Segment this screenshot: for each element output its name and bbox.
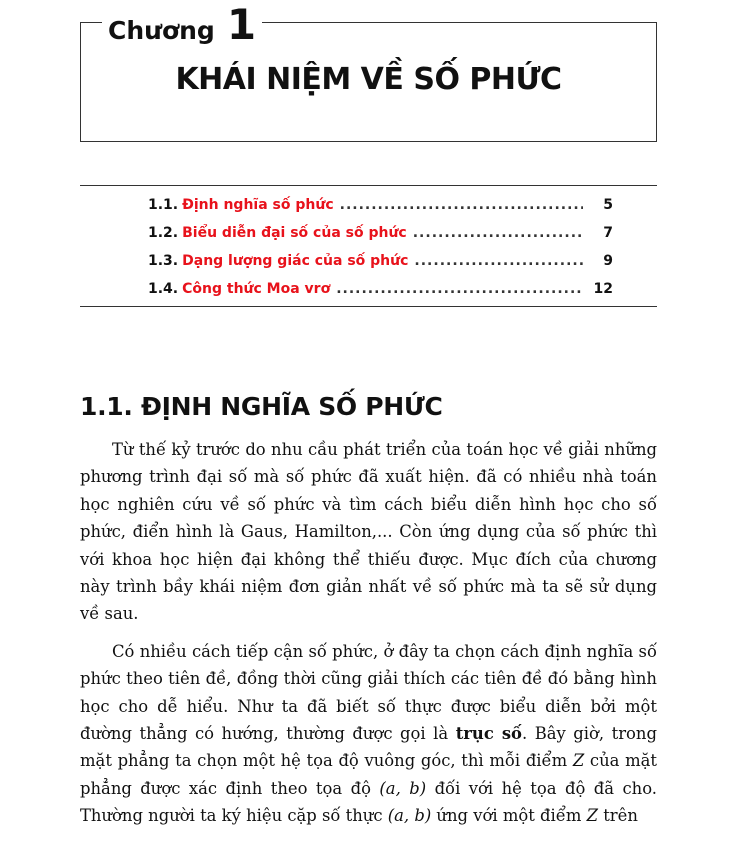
toc-item-number: 1.2. — [148, 225, 179, 241]
math-symbol: Z — [572, 751, 585, 771]
toc-item-number: 1.3. — [148, 253, 179, 269]
paragraph — [80, 638, 657, 830]
bold-term: trục số — [455, 724, 522, 744]
section-heading: 1.1. ĐỊNH NGHĨA SỐ PHỨC — [80, 392, 443, 421]
toc-item-page: 7 — [603, 225, 613, 241]
toc-item-title[interactable]: Công thức Moa vrơ — [182, 281, 331, 297]
text-run: ứng với một điểm — [431, 806, 587, 826]
table-of-contents — [80, 185, 657, 307]
text-run: trên — [598, 806, 638, 826]
paragraph — [80, 436, 657, 628]
toc-item-title[interactable]: Biểu diễn đại số của số phức — [182, 225, 407, 241]
toc-item[interactable] — [148, 253, 613, 273]
math-symbol: (a, b) — [379, 778, 427, 798]
body-text — [80, 436, 657, 840]
text-run: Có nhiều cách tiếp cận số phức, ở đây ta chọn cách định nghĩa số phức theo tiên đề, đồng thời cũng giải thích các tiên đề đó bằng hình học cho dễ hiểu. Như ta đã biết số thực được biểu diễn bởi một đường thẳng có hướng, thường được gọi là — [80, 641, 657, 744]
toc-item-page: 12 — [593, 281, 613, 297]
toc-leader-dots — [413, 225, 583, 241]
toc-item[interactable] — [148, 225, 613, 245]
math-symbol: (a, b) — [387, 806, 432, 826]
text-run: . Bây giờ, trong mặt phẳng ta chọn một hệ tọa độ vuông góc, thì mỗi điểm — [80, 724, 657, 771]
toc-item[interactable] — [148, 197, 613, 217]
toc-item-title[interactable]: Dạng lượng giác của số phức — [182, 253, 409, 269]
toc-leader-dots — [336, 281, 583, 297]
toc-item[interactable] — [148, 281, 613, 301]
text-run: của mặt phẳng được xác định theo tọa độ — [80, 751, 657, 798]
toc-leader-dots — [340, 197, 583, 213]
chapter-title: KHÁI NIỆM VỀ SỐ PHỨC — [175, 62, 562, 97]
toc-item-page: 5 — [603, 197, 613, 213]
paragraph-text: Từ thế kỷ trước do nhu cầu phát triển của toán học về giải những phương trình đại số mà số phức đã xuất hiện. đã có nhiều nhà toán học nghiên cứu về số phức và tìm cách biểu diễn hình học cho số phức, điển hình là Gaus, Hamilton,... Còn ứng dụng của số phức thì với khoa học hiện đại không thể thiếu được. Mục đích của chương này trình bầy khái niệm đơn giản nhất về số phức mà ta sẽ sử dụng về sau. — [80, 440, 657, 624]
toc-item-page: 9 — [603, 253, 613, 269]
chapter-word: Chương — [108, 16, 215, 45]
toc-item-number: 1.1. — [148, 197, 179, 213]
text-run: đối với hệ tọa độ đã cho. Thường người ta ký hiệu cặp số thực — [80, 778, 657, 826]
chapter-label — [102, 0, 262, 49]
math-symbol: Z — [586, 806, 598, 826]
chapter-number: 1 — [226, 0, 257, 49]
toc-item-number: 1.4. — [148, 281, 179, 297]
toc-item-title[interactable]: Định nghĩa số phức — [182, 197, 334, 213]
toc-leader-dots — [414, 253, 583, 269]
